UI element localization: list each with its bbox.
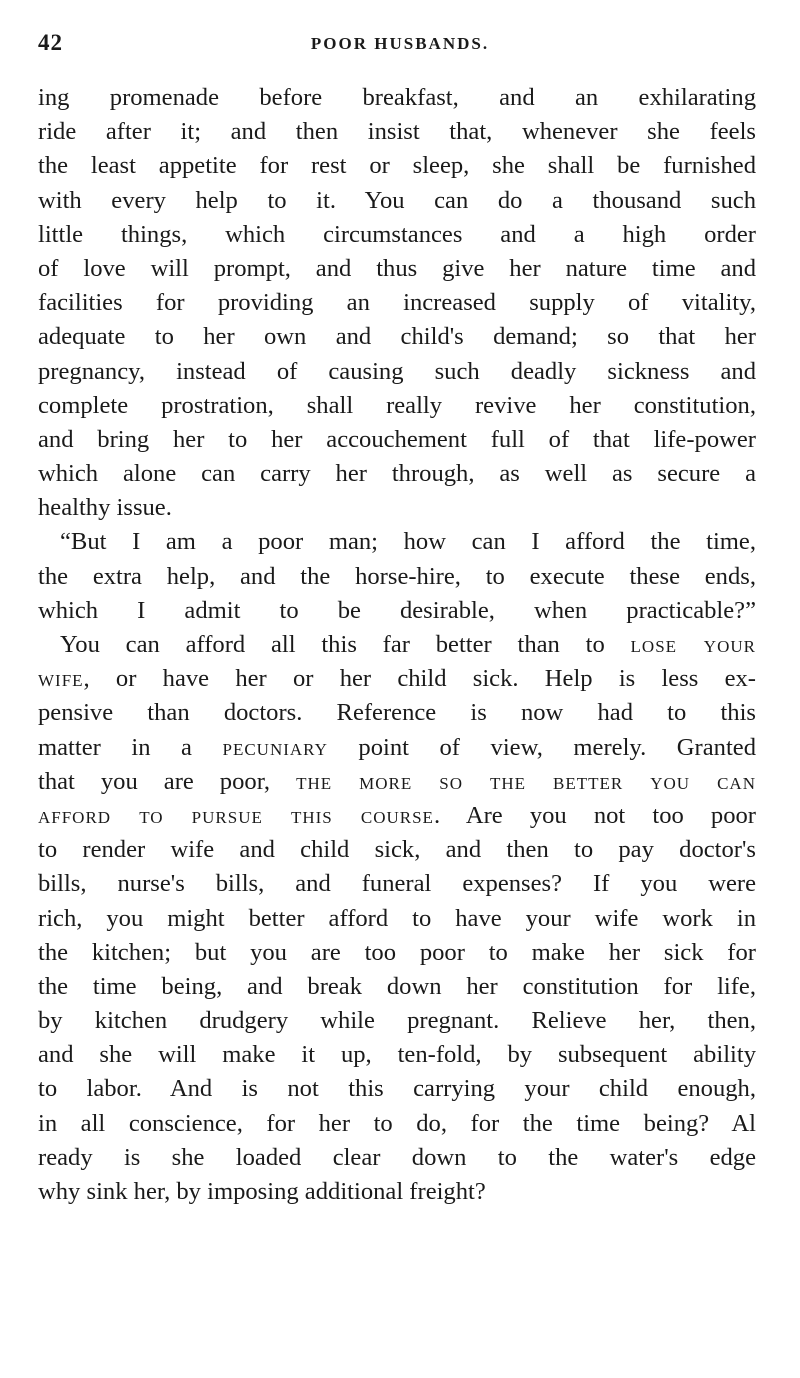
text-line	[38, 696, 756, 730]
text-line	[38, 731, 756, 765]
text-line	[38, 252, 756, 286]
text-line	[38, 1141, 756, 1175]
text-segment: with every help to it. You can do a thousand such	[38, 186, 756, 214]
page-header	[38, 30, 762, 70]
text-line	[38, 525, 756, 559]
text-segment: the time being, and break down her constitution for life,	[38, 972, 756, 1000]
text-line	[38, 149, 756, 183]
text-line	[38, 902, 756, 936]
text-segment: pregnancy, instead of causing such deadly sickness and	[38, 357, 756, 385]
text-line	[38, 560, 756, 594]
text-segment: , or have her or her child sick. Help is less ex-	[83, 665, 756, 693]
text-line	[38, 1004, 756, 1038]
text-segment: . Are you not too poor	[433, 801, 756, 829]
text-segment: point of view, merely. Granted	[327, 733, 757, 761]
text-segment: adequate to her own and child's demand; so that her	[38, 323, 756, 351]
text-segment: in all conscience, for her to do, for the time being? Al	[38, 1109, 756, 1137]
text-segment: pensive than doctors. Reference is now had to this	[38, 699, 756, 727]
text-line	[38, 457, 756, 491]
text-segment: the least appetite for rest or sleep, she shall be furnished	[38, 152, 756, 180]
text-line	[38, 218, 756, 252]
text-segment: healthy issue.	[38, 494, 172, 522]
text-line	[38, 389, 756, 423]
text-line	[38, 833, 756, 867]
running-head: POOR HUSBANDS.	[310, 34, 490, 53]
text-segment: to labor. And is not this carrying your child enough,	[38, 1075, 756, 1103]
text-line	[38, 765, 756, 799]
text-line	[38, 662, 756, 696]
text-line	[38, 1175, 756, 1209]
text-segment: facilities for providing an increased supply of vitality,	[38, 289, 756, 317]
text-segment: of love will prompt, and thus give her nature time and	[38, 254, 756, 282]
text-line	[38, 115, 756, 149]
text-line	[38, 628, 756, 662]
text-segment: by kitchen drudgery while pregnant. Relieve her, then,	[38, 1007, 756, 1035]
text-line	[38, 423, 756, 457]
text-segment: which alone can carry her through, as well as secure a	[38, 460, 756, 488]
text-line	[38, 81, 756, 115]
text-segment: and she will make it up, ten-fold, by subsequent ability	[38, 1041, 756, 1069]
text-line	[38, 867, 756, 901]
text-segment: that you are poor,	[38, 767, 297, 795]
text-segment: to render wife and child sick, and then to pay doctor's	[38, 836, 756, 864]
small-caps-text: afford to pursue this course	[38, 801, 434, 829]
text-line	[38, 799, 756, 833]
text-segment: ready is she loaded clear down to the water's edge	[38, 1143, 756, 1171]
text-segment: the kitchen; but you are too poor to make her sick for	[38, 938, 756, 966]
text-segment: which I admit to be desirable, when practicable?”	[38, 596, 756, 624]
text-segment: rich, you might better afford to have your wife work in	[38, 904, 756, 932]
body-text	[38, 81, 756, 1209]
text-line	[38, 1107, 756, 1141]
page-number: 42	[38, 30, 63, 55]
text-segment: “But I am a poor man; how can I afford the time,	[60, 528, 756, 556]
text-line	[38, 320, 756, 354]
text-segment: ride after it; and then insist that, whenever she feels	[38, 118, 756, 146]
text-line	[38, 1072, 756, 1106]
small-caps-text: pecuniary	[222, 733, 328, 761]
text-line	[38, 491, 756, 525]
text-line	[38, 594, 756, 628]
text-segment: why sink her, by imposing additional freight?	[38, 1178, 486, 1205]
text-line	[38, 1038, 756, 1072]
text-segment: complete prostration, shall really revive her constitution,	[38, 391, 756, 419]
text-segment: You can afford all this far better than to	[60, 631, 631, 658]
small-caps-text: the more so the better you can	[296, 767, 756, 795]
text-segment: ing promenade before breakfast, and an exhilarating	[38, 84, 756, 111]
text-segment: little things, which circumstances and a high order	[38, 220, 756, 248]
small-caps-text: wife	[38, 665, 84, 693]
text-line	[38, 286, 756, 320]
text-segment: matter in a	[38, 733, 223, 761]
text-segment: bills, nurse's bills, and funeral expenses? If you were	[38, 870, 756, 898]
text-segment: the extra help, and the horse-hire, to execute these ends,	[38, 562, 756, 590]
text-line	[38, 970, 756, 1004]
text-segment: and bring her to her accouchement full of that life-power	[38, 425, 756, 453]
text-line	[38, 355, 756, 389]
small-caps-text: lose your	[630, 631, 756, 658]
text-line	[38, 936, 756, 970]
text-line	[38, 184, 756, 218]
